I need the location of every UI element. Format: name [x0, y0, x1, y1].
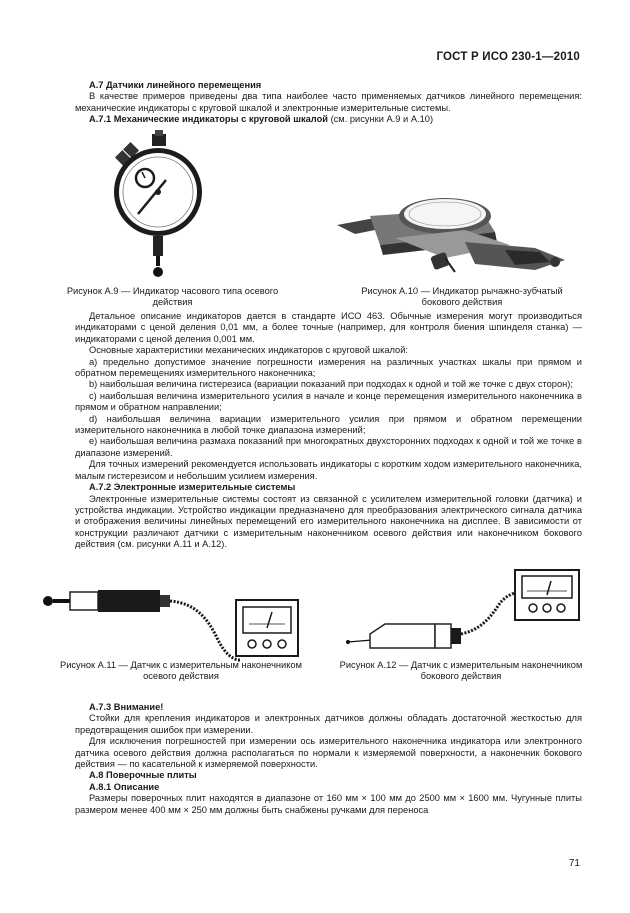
list-item-b: b) наибольшая величина гистерезиса (вариации показаний при подходах к одной и той же точке с двух сторон); — [89, 379, 573, 390]
dial-indicator-figure — [110, 130, 220, 285]
probe-head — [70, 592, 98, 610]
section-a8-title: А.8 Поверочные плиты — [89, 770, 197, 781]
cable — [170, 601, 240, 660]
section-a73-p2: Для исключения погрешностей при измерении ось измерительного наконечника индикатора или электронного датчика осевого действия должна располагаться по нормали к измеряемой поверхности, а наконечник бокового действия — по касательной к измеряемой поверхности. — [75, 736, 582, 770]
lever-indicator-figure — [335, 190, 580, 285]
axial-probe-figure — [40, 568, 305, 668]
probe-body — [98, 590, 160, 612]
section-a71-title: А.7.1 Механические индикаторы с круговой шкалой — [89, 114, 328, 125]
section-a71-ref: (см. рисунки А.9 и А.10) — [330, 114, 434, 125]
body-p1: Детальное описание индикаторов дается в стандарте ИСО 463. Обычные измерения могут производиться индикаторами с ценой деления 0,01 мм, а более точные (например, для контроля биения шпинделя станка) — индикаторами с ценой деления 0,001 мм. — [75, 311, 582, 344]
fig12-caption: Рисунок А.12 — Датчик с измерительным наконечником бокового действия — [339, 660, 583, 682]
document-header: ГОСТ Р ИСО 230-1—2010 — [436, 51, 580, 63]
section-a71-heading — [75, 114, 582, 125]
probe-tip — [153, 267, 163, 277]
dial-face — [404, 199, 486, 229]
probe-tip — [43, 596, 53, 606]
list-item-d: d) наибольшая величина вариации измерительного усилия при прямом и обратном перемещении измерительного наконечника в любой точке диапазона измерений; — [75, 413, 582, 436]
body-p2: Основные характеристики механических индикаторов с круговой шкалой: — [89, 345, 409, 356]
section-a7-block — [75, 80, 582, 126]
section-a7-intro: В качестве примеров приведены два типа наиболее часто применяемых датчиков линейного перемещения: механические индикаторы с круговой шкалой и электронные измерительные системы. — [75, 91, 582, 113]
fig10-caption: Рисунок А.10 — Индикатор рычажно-зубчатый бокового действия — [361, 286, 563, 308]
list-item-a: а) предельно допустимое значение погрешности измерения на различных участках шкалы при прямом и обратном перемещениях измерительного наконечника; — [75, 356, 582, 379]
stem-top — [152, 130, 166, 146]
cable — [461, 592, 518, 634]
section-a73-p1: Стойки для крепления индикаторов и электронных датчиков должны обладать достаточной жесткостью для предотвращения ошибок при измерении. — [75, 713, 582, 735]
list-item-e: е) наибольшая величина размаха показаний при многократных двухсторонних подходах к одной и той же точке в диапазоне измерений. — [75, 436, 582, 458]
section-a73-title: А.7.3 Внимание! — [89, 702, 164, 712]
indicator-characteristics — [75, 311, 582, 551]
probe-head — [370, 624, 435, 648]
section-a73-a8-block — [75, 702, 582, 816]
list-item-c: с) наибольшая величина измерительного усилия в начале и конце перемещения измерительного наконечника в прямом и обратном направлении; — [75, 390, 582, 413]
fig9-caption: Рисунок А.9 — Индикатор часового типа осевого действия — [66, 286, 279, 308]
lateral-probe-figure — [340, 568, 585, 658]
fig11-caption: Рисунок А.11 — Датчик с измерительным наконечником осевого действия — [60, 660, 302, 682]
section-a7-title: А.7 Датчики линейного перемещения — [89, 80, 262, 90]
section-a81-title: А.8.1 Описание — [89, 781, 160, 792]
section-a72-title: А.7.2 Электронные измерительные системы — [89, 482, 296, 493]
page-number: 71 — [568, 858, 580, 869]
body-p3: Для точных измерений рекомендуется использовать индикаторы с коротким ходом измерительного наконечника, малым гистерезисом и небольшим усилием измерения. — [75, 459, 582, 481]
stem — [153, 236, 163, 256]
section-a81-p1: Размеры поверочных плит находятся в диапазоне от 160 мм × 100 мм до 2500 мм × 1600 мм. Чугунные плиты размером менее 400 мм × 250 мм должны быть снабжены ручками для переноса — [75, 793, 582, 815]
section-a72-p1: Электронные измерительные системы состоят из связанной с усилителем измерительной головки (датчика) и устройства индикации. Устройство индикации предназначено для преобразования электрического сигнала датчика и отображения величины линейных перемещений его измерительного наконечника на дисплее. В зависимости от конструкции различают датчики с измерительным наконечником осевого действия или наконечником бокового действия (см. рисунки А.11 и А.12). — [75, 493, 582, 550]
